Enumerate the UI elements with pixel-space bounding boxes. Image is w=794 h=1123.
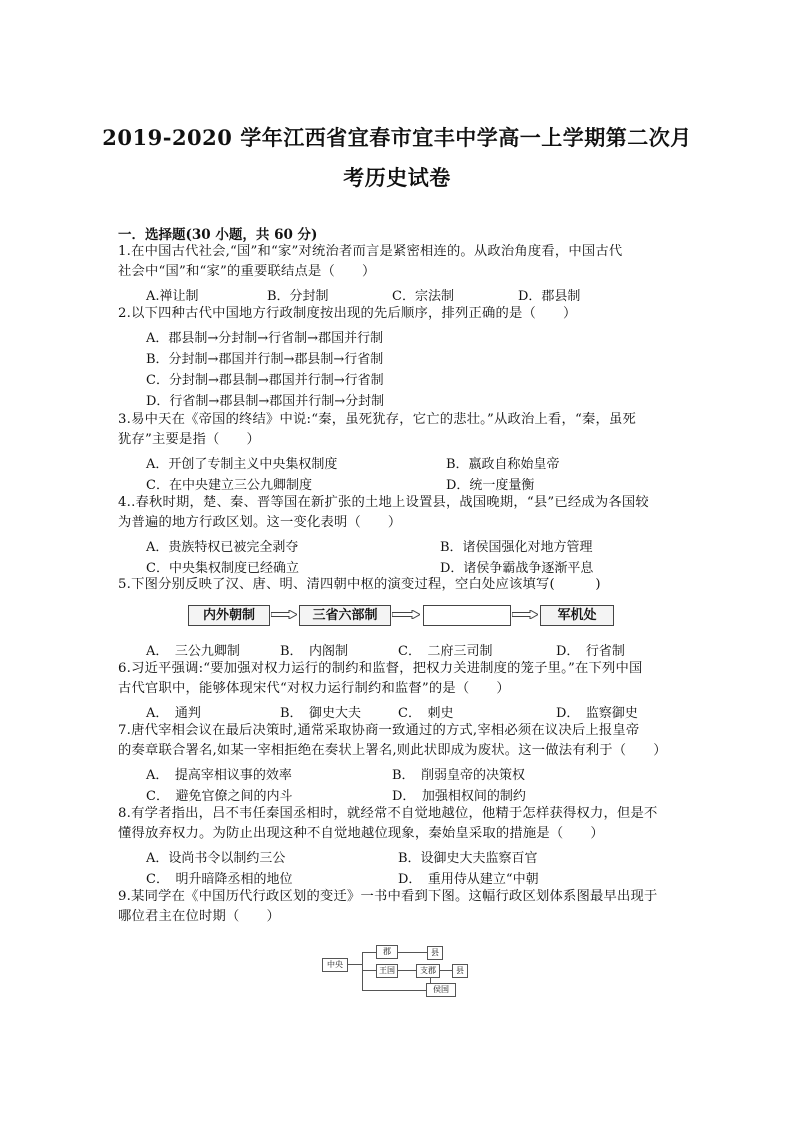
question-5-option-d: D． 行省制 xyxy=(556,644,625,659)
diagram-connector xyxy=(397,952,427,953)
page-title-line1: 2019-2020 学年江西省宜春市宜丰中学高一上学期第二次月 xyxy=(102,125,692,150)
diagram-node-jun: 郡 xyxy=(376,945,398,959)
question-3-option-a: A．开创了专制主义中央集权制度 xyxy=(146,457,338,472)
question-1-option-d: D．郡县制 xyxy=(518,289,581,304)
diagram-connector xyxy=(362,952,376,953)
diagram-node-xian-2: 县 xyxy=(452,964,468,978)
question-7-option-d: D． 加强相权间的制约 xyxy=(392,789,526,804)
section-heading: 一．选择题(30 小题，共 60 分) xyxy=(118,227,318,243)
question-5-option-a: A． 三公九卿制 xyxy=(146,644,240,659)
question-5-text-1: 5.下图分别反映了汉、唐、明、清四朝中枢的演变过程，空白处应该填写( ) xyxy=(118,577,601,592)
flow-box-4: 军机处 xyxy=(540,605,614,626)
dynasty-flow-diagram xyxy=(186,602,616,628)
question-9-text-1: 9.某同学在《中国历代行政区划的变迁》一书中看到下图。这幅行政区划体系图最早出现于 xyxy=(118,889,658,904)
question-7-text-2: 的奏章联合署名,如某一宰相拒绝在奏状上署名,则此状即成为废状。这一做法有利于（ ） xyxy=(118,743,667,758)
question-4-option-d: D．诸侯争霸战争逐渐平息 xyxy=(440,561,594,576)
flow-box-1: 内外朝制 xyxy=(188,605,270,626)
page-title-line2: 考历史试卷 xyxy=(343,165,451,190)
diagram-connector xyxy=(362,970,376,971)
diagram-connector xyxy=(348,964,362,965)
question-3-option-c: C．在中央建立三公九卿制度 xyxy=(146,478,312,493)
question-8-option-d: D． 重用侍从建立“中朝 xyxy=(398,872,539,887)
question-8-text-1: 8.有学者指出，吕不韦任秦国丞相时，就经常不自觉地越位，他精于怎样获得权力，但是不 xyxy=(118,806,658,821)
question-4-option-b: B．诸侯国强化对地方管理 xyxy=(440,540,593,555)
diagram-connector xyxy=(362,952,363,990)
diagram-node-houguo: 侯国 xyxy=(426,983,456,997)
question-2-text-1: 2.以下四种古代中国地方行政制度按出现的先后顺序，排列正确的是（ ） xyxy=(118,306,577,321)
diagram-node-center: 中央 xyxy=(322,958,348,972)
flow-arrow-icon xyxy=(512,610,538,619)
question-2-option-b: B．分封制→郡国并行制→郡县制→行省制 xyxy=(146,352,384,367)
question-2-option-d: D．行省制→郡县制→郡国并行制→分封制 xyxy=(146,394,385,409)
question-1-text-1: 1.在中国古代社会,“国”和“家”对统治者而言是紧密相连的。从政治角度看，中国古代 xyxy=(118,244,623,259)
question-3-text-2: 犹存”主要是指（ ） xyxy=(118,432,260,447)
question-8-option-a: A．设尚书令以制约三公 xyxy=(146,851,286,866)
question-9-text-2: 哪位君主在位时期（ ） xyxy=(118,909,280,924)
question-7-option-a: A． 提高宰相议事的效率 xyxy=(146,768,292,783)
question-6-option-d: D． 监察御史 xyxy=(556,706,638,721)
question-4-option-c: C．中央集权制度已经确立 xyxy=(146,561,299,576)
diagram-node-zhijun: 支郡 xyxy=(416,964,440,978)
question-7-option-b: B． 削弱皇帝的决策权 xyxy=(392,768,526,783)
question-4-text-2: 为普遍的地方行政区划。这一变化表明（ ） xyxy=(118,515,402,530)
question-2-option-a: A．郡县制→分封制→行省制→郡国并行制 xyxy=(146,331,384,346)
question-6-option-b: B． 御史大夫 xyxy=(280,706,362,721)
administrative-division-diagram xyxy=(320,944,470,996)
question-5-option-c: C． 二府三司制 xyxy=(398,644,493,659)
question-6-text-2: 古代官职中，能够体现宋代“对权力运行制约和监督”的是（ ） xyxy=(118,681,510,696)
diagram-node-wangguo: 王国 xyxy=(376,964,398,978)
flow-box-blank xyxy=(423,605,511,626)
flow-arrow-icon xyxy=(271,610,297,619)
question-8-option-c: C． 明升暗降丞相的地位 xyxy=(146,872,293,887)
question-3-text-1: 3.易中天在《帝国的终结》中说:“秦，虽死犹存，它亡的悲壮。”从政治上看，“秦，虽死 xyxy=(118,412,636,427)
question-3-option-d: D．统一度量衡 xyxy=(446,478,535,493)
question-4-text-1: 4..春秋时期，楚、秦、晋等国在新扩张的土地上设置县，战国晚期，“县”已经成为各国较 xyxy=(118,495,649,510)
question-8-text-2: 懂得放弃权力。为防止出现这种不自觉地越位现象，秦始皇采取的措施是（ ） xyxy=(118,826,604,841)
question-3-option-b: B．嬴政自称始皇帝 xyxy=(446,457,560,472)
question-7-option-c: C． 避免官僚之间的内斗 xyxy=(146,789,293,804)
question-7-text-1: 7.唐代宰相会议在最后决策时,通常采取协商一致通过的方式,宰相必须在议决后上报皇帝 xyxy=(118,723,640,738)
question-6-option-a: A． 通判 xyxy=(146,706,201,721)
question-1-option-a: A.禅让制 xyxy=(146,289,199,304)
question-1-option-b: B．分封制 xyxy=(267,289,329,304)
question-1-text-2: 社会中“国”和“家”的重要联结点是（ ） xyxy=(118,264,376,279)
question-5-option-b: B． 内阁制 xyxy=(280,644,349,659)
question-4-option-a: A．贵族特权已被完全剥夺 xyxy=(146,540,299,555)
flow-arrow-icon xyxy=(392,610,420,619)
question-1-option-c: C．宗法制 xyxy=(392,289,454,304)
diagram-connector xyxy=(362,990,432,991)
diagram-connector xyxy=(438,970,452,971)
question-6-option-c: C． 刺史 xyxy=(398,706,454,721)
question-8-option-b: B．设御史大夫监察百官 xyxy=(398,851,538,866)
flow-box-2: 三省六部制 xyxy=(299,605,391,626)
question-2-option-c: C．分封制→郡县制→郡国并行制→行省制 xyxy=(146,373,384,388)
diagram-node-xian: 县 xyxy=(427,946,443,960)
question-6-text-1: 6.习近平强调:“要加强对权力运行的制约和监督，把权力关进制度的笼子里。”在下列中国 xyxy=(118,661,643,676)
